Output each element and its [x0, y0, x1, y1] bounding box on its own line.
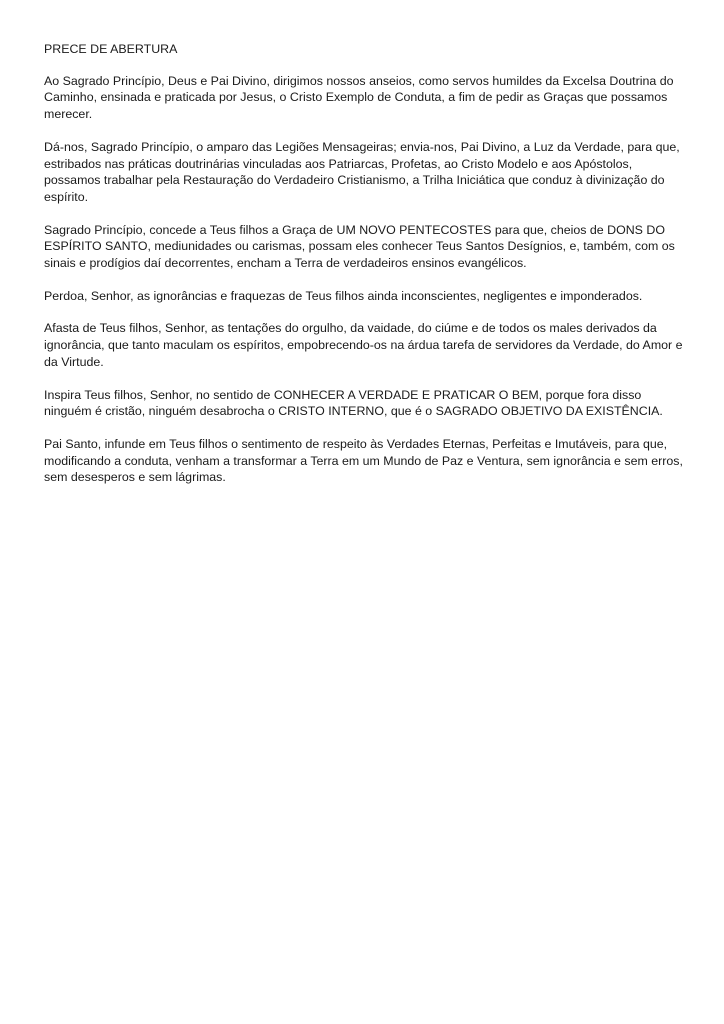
paragraph-4: Perdoa, Senhor, as ignorâncias e fraquezas de Teus filhos ainda inconscientes, negligentes e imponderados. — [44, 288, 643, 303]
paragraph-2: Dá-nos, Sagrado Princípio, o amparo das Legiões Mensageiras; envia-nos, Pai Divino, a Luz da Verdade, para que, estribados nas práticas doutrinárias vinculadas aos Patriarcas, Profetas, ao Cristo Modelo e aos Apóstolos, possamos trabalhar pela Restauração do Verdadeiro Cristianismo, a Trilha Iniciática que conduz à divinização do espírito. — [44, 139, 680, 204]
paragraph-7: Pai Santo, infunde em Teus filhos o sentimento de respeito às Verdades Eternas, Perfeitas e Imutáveis, para que, modificando a conduta, venham a transformar a Terra em um Mundo de Paz e Ventura, sem ignorância e sem erros, sem desesperos e sem lágrimas. — [44, 436, 683, 485]
paragraph-5: Afasta de Teus filhos, Senhor, as tentações do orgulho, da vaidade, do ciúme e de todos os males derivados da ignorância, que tanto maculam os espíritos, empobrecendo-os na árdua tarefa de servidores da Verdade, do Amor e da Virtude. — [44, 321, 683, 369]
document-title: PRECE DE ABERTURA — [44, 42, 178, 56]
document-body — [44, 41, 684, 502]
paragraph-6: Inspira Teus filhos, Senhor, no sentido de CONHECER A VERDADE E PRATICAR O BEM, porque fora disso ninguém é cristão, ninguém desabrocha o CRISTO INTERNO, que é o SAGRADO OBJETIVO DA EXISTÊNCIA. — [44, 387, 663, 419]
paragraph-1: Ao Sagrado Princípio, Deus e Pai Divino, dirigimos nossos anseios, como servos humildes da Excelsa Doutrina do Caminho, ensinada e praticada por Jesus, o Cristo Exemplo de Conduta, a fim de pedir as Graças que possamos merecer. — [44, 73, 674, 122]
paragraph-3: Sagrado Princípio, concede a Teus filhos a Graça de UM NOVO PENTECOSTES para que, cheios de DONS DO ESPÍRITO SANTO, mediunidades ou carismas, possam eles conhecer Teus Santos Desígnios, e, também, com os sinais e prodígios daí decorrentes, encham a Terra de verdadeiros ensinos evangélicos. — [44, 222, 675, 271]
